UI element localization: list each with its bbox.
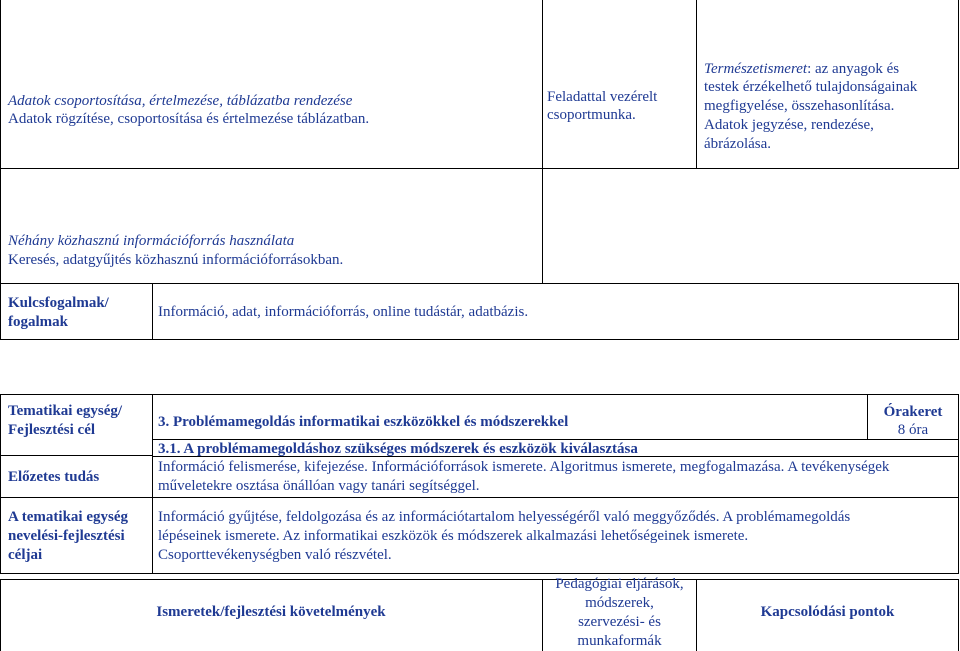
- resource-heading: Néhány közhasznú információforrás használata: [8, 233, 295, 249]
- top-col1-text: Adatok rögzítése, csoportosítása és értelmezése táblázatban.: [8, 111, 370, 127]
- top-col3-line5: ábrázolása.: [704, 136, 772, 152]
- footer-methods-line3: szervezési- és: [578, 614, 661, 630]
- goals-label-line3: céljai: [8, 547, 43, 563]
- prereq-line2: műveletekre osztása önállóan vagy tanári segítséggel.: [158, 478, 480, 494]
- hours-label: Órakeret: [883, 404, 943, 420]
- prereq-line1: Információ felismerése, kifejezése. Információforrások ismerete. Algoritmus ismerete, megfogalmazása. A tevékenységek: [158, 459, 890, 475]
- top-col3-line1: Természetismeret: az anyagok és: [704, 61, 900, 77]
- footer-methods-line1: Pedagógiai eljárások,: [555, 576, 684, 592]
- resource-text: Keresés, adatgyűjtés közhasznú információforrásokban.: [8, 252, 344, 268]
- keywords-label-line1: Kulcsfogalmak/: [8, 295, 109, 311]
- goals-label-line2: nevelési-fejlesztési: [8, 528, 125, 544]
- top-col3-line2: testek érzékelhető tulajdonságainak: [704, 79, 918, 95]
- hours-value: 8 óra: [897, 422, 929, 438]
- goals-label-line1: A tematikai egység: [8, 509, 128, 525]
- goals-line1: Információ gyűjtése, feldolgozása és az információtartalom helyességéről való meggyőződés. A problémamegoldás: [158, 509, 851, 525]
- footer-connections-header: Kapcsolódási pontok: [760, 604, 895, 620]
- footer-requirements-header: Ismeretek/fejlesztési követelmények: [156, 604, 386, 620]
- goals-line2: lépéseinek ismerete. Az informatikai eszközök és módszerek alkalmazási lehetőségeinek ismerete.: [158, 528, 749, 544]
- unit-title: 3. Problémamegoldás informatikai eszközökkel és módszerekkel: [158, 414, 569, 430]
- unit-label-line1: Tematikai egység/: [8, 403, 123, 419]
- top-col2-line1: Feladattal vezérelt: [547, 89, 658, 105]
- footer-methods-line4: munkaformák: [577, 633, 662, 649]
- prereq-label: Előzetes tudás: [8, 469, 100, 485]
- unit-subtitle: 3.1. A problémamegoldáshoz szükséges módszerek és eszközök kiválasztása: [158, 441, 638, 457]
- keywords-label-line2: fogalmak: [8, 314, 68, 330]
- goals-line3: Csoporttevékenységben való részvétel.: [158, 547, 392, 563]
- unit-label-line2: Fejlesztési cél: [8, 422, 96, 438]
- footer-methods-line2: módszerek,: [585, 595, 654, 611]
- top-col3-line3: megfigyelése, összehasonlítása.: [704, 98, 895, 114]
- keywords-value: Információ, adat, információforrás, online tudástár, adatbázis.: [158, 304, 529, 320]
- top-col1-heading: Adatok csoportosítása, értelmezése, táblázatba rendezése: [8, 93, 353, 109]
- top-col3-line4: Adatok jegyzése, rendezése,: [704, 117, 874, 133]
- top-col2-line2: csoportmunka.: [547, 107, 636, 123]
